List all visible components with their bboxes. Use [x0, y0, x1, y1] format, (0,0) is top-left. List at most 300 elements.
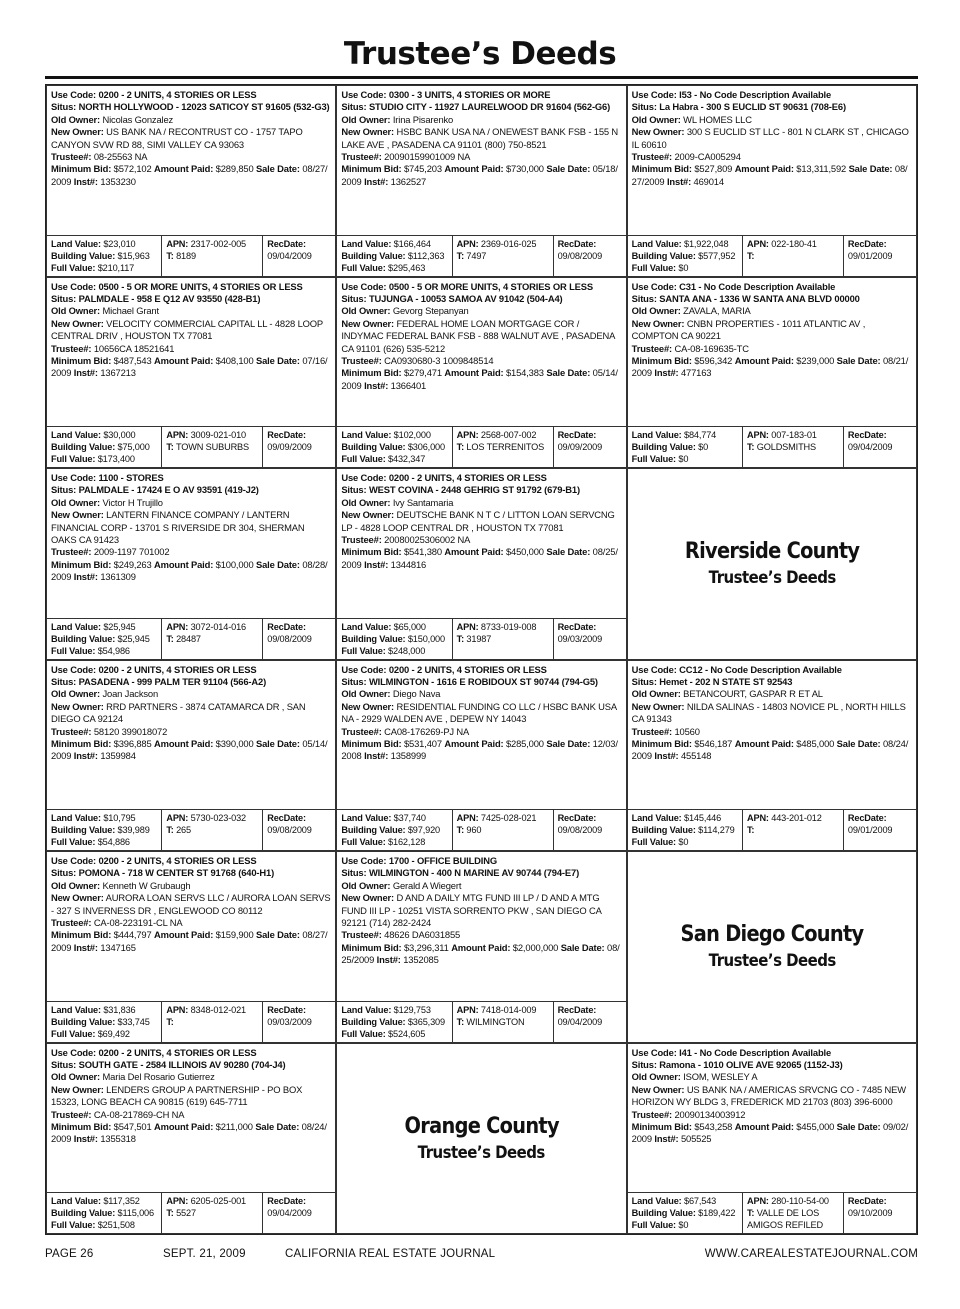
- label-full-value: Full Value:: [631, 454, 676, 464]
- recdate-column: [263, 810, 335, 850]
- label-amount-paid: Amount Paid:: [154, 737, 214, 749]
- label-inst: Inst#:: [364, 558, 389, 570]
- situs-address: WILMINGTON - 1616 E ROBIDOUX ST 90744 (794-G5): [368, 675, 598, 687]
- rec-date: 09/04/2009: [267, 1208, 312, 1218]
- deed-record: [336, 277, 626, 469]
- recdate-column: [844, 427, 916, 467]
- label-use-code: Use Code:: [341, 472, 387, 483]
- new-owner: 300 S EUCLID ST LLC - 801 N CLARK ST , CHICAGO IL 60610: [631, 126, 909, 150]
- label-full-value: Full Value:: [51, 1028, 96, 1039]
- label-use-code: Use Code:: [341, 89, 387, 100]
- use-code: 1700 - OFFICE BUILDING: [388, 855, 497, 866]
- label-amount-paid: Amount Paid:: [154, 1120, 214, 1132]
- trustee-number: 58120 399018072: [93, 725, 168, 737]
- amount-paid: $2,000,000: [512, 941, 559, 953]
- land-value: $1,922,048: [683, 238, 729, 249]
- situs-line: [51, 101, 331, 113]
- record-values: [337, 1001, 625, 1042]
- inst-number: 505525: [680, 1133, 712, 1145]
- full-value: $173,400: [97, 454, 135, 464]
- sale-line: [341, 367, 621, 392]
- deed-record: [627, 277, 917, 469]
- values-column: [628, 236, 743, 276]
- new-owner: RRD PARTNERS - 3874 CATAMARCA DR , SAN DIEGO CA 92124: [51, 700, 306, 725]
- label-sale-date: Sale Date:: [848, 163, 893, 175]
- use-code: 1100 - STORES: [98, 472, 164, 483]
- apn-column: [162, 810, 263, 850]
- apn-column: [743, 427, 844, 467]
- old-owner-line: [341, 880, 621, 892]
- recdate-column: [844, 810, 916, 850]
- label-sale-date: Sale Date:: [546, 737, 591, 749]
- label-inst: Inst#:: [73, 367, 98, 379]
- rec-date: 09/03/2009: [557, 633, 603, 644]
- full-value: $295,463: [388, 262, 426, 273]
- minimum-bid: $541,380: [403, 546, 442, 558]
- tract-name: 5527: [176, 1208, 196, 1218]
- label-t: T:: [746, 250, 755, 261]
- label-inst: Inst#:: [73, 1133, 98, 1145]
- recdate-column: [554, 810, 626, 850]
- label-min-bid: Minimum Bid:: [341, 737, 402, 749]
- tract-name: 7497: [466, 250, 487, 261]
- record-values: [628, 235, 916, 276]
- apn-number: 3009-021-010: [190, 430, 247, 440]
- use-code: C31 - No Code Description Available: [679, 280, 836, 292]
- deed-record: [46, 468, 336, 660]
- use-code: 0200 - 2 UNITS, 4 STORIES OR LESS: [98, 855, 257, 866]
- deed-record: [46, 851, 336, 1043]
- inst-number: 1367213: [100, 367, 136, 379]
- label-building-value: Building Value:: [341, 1016, 406, 1027]
- sale-line: [341, 738, 621, 763]
- situs-line: [632, 676, 912, 688]
- record-details: [628, 1044, 916, 1193]
- apn-column: [453, 427, 554, 467]
- new-owner: D AND A DAILY MTG FUND III LP / D AND A MTG FUND III LP - 10251 VISTA SORRENTO PKW , SAN DIEGO CA 92121 (714) 282-2424: [341, 892, 602, 929]
- use-code: 0200 - 2 UNITS, 4 STORIES OR LESS: [388, 663, 547, 675]
- land-value: $145,446: [683, 813, 722, 823]
- situs-line: [632, 293, 912, 305]
- record-values: [337, 235, 625, 276]
- use-code: 0300 - 3 UNITS, 4 STORIES OR MORE: [388, 89, 551, 100]
- old-owner-line: [632, 688, 912, 700]
- situs-line: [341, 484, 621, 496]
- old-owner-line: [51, 497, 331, 509]
- label-trustee: Trustee#:: [631, 342, 672, 354]
- label-use-code: Use Code:: [51, 855, 97, 866]
- new-owner: AURORA LOAN SERVS LLC / AURORA LOAN SERVS - 327 S INVERNESS DR , ENGLEWOOD CO 80112: [51, 892, 331, 916]
- sale-date: 08/27/ 2009: [51, 163, 328, 187]
- situs-address: TUJUNGA - 10053 SAMOA AV 91042 (504-A4): [368, 292, 563, 304]
- rec-date: 09/03/2009: [267, 1016, 312, 1027]
- label-full-value: Full Value:: [341, 837, 386, 847]
- minimum-bid: $527,809: [694, 163, 733, 175]
- tract-name: WILMINGTON: [466, 1016, 525, 1027]
- label-use-code: Use Code:: [51, 89, 97, 100]
- amount-paid: $390,000: [215, 737, 254, 749]
- tract-name: LOS TERRENITOS: [466, 442, 545, 452]
- inst-number: 1353230: [100, 175, 136, 187]
- label-sale-date: Sale Date:: [256, 354, 300, 366]
- use-code: CC12 - No Code Description Available: [679, 663, 842, 675]
- tract-name: 960: [466, 825, 482, 835]
- recdate-column: [263, 1193, 335, 1233]
- record-values: [628, 426, 916, 467]
- label-land-value: Land Value:: [341, 1004, 392, 1015]
- label-building-value: Building Value:: [51, 442, 116, 452]
- label-amount-paid: Amount Paid:: [154, 929, 214, 941]
- label-inst: Inst#:: [666, 175, 692, 187]
- label-inst: Inst#:: [73, 750, 98, 762]
- building-value: $115,006: [117, 1208, 154, 1218]
- label-inst: Inst#:: [654, 367, 679, 379]
- old-owner: Kenneth W Grubaugh: [102, 879, 191, 891]
- label-building-value: Building Value:: [631, 1208, 696, 1218]
- situs-line: [51, 676, 331, 688]
- old-owner: Diego Nava: [392, 688, 441, 700]
- situs-address: WEST COVINA - 2448 GEHRIG ST 91792 (679-B1): [368, 484, 580, 496]
- label-t: T:: [166, 250, 174, 261]
- label-t: T:: [166, 442, 174, 452]
- label-recdate: RecDate:: [557, 238, 597, 249]
- trustee-number: CA08-176269-PJ NA: [384, 725, 470, 737]
- old-owner-line: [51, 1071, 331, 1083]
- apn-column: [453, 236, 554, 276]
- amount-paid: $455,000: [796, 1120, 835, 1132]
- rec-date: 09/08/2009: [267, 633, 312, 644]
- issue-date: SEPT. 21, 2009: [163, 1248, 246, 1260]
- values-column: [47, 619, 162, 659]
- apn-column: [453, 619, 554, 659]
- building-value: $577,952: [698, 250, 736, 261]
- land-value: $37,740: [393, 813, 426, 823]
- minimum-bid: $3,296,311: [403, 941, 449, 953]
- inst-number: 1344816: [390, 558, 427, 570]
- label-building-value: Building Value:: [51, 825, 116, 835]
- minimum-bid: $596,342: [694, 354, 733, 366]
- old-owner-line: [632, 305, 912, 317]
- label-sale-date: Sale Date:: [255, 1120, 300, 1132]
- use-code-line: [51, 664, 331, 676]
- sale-date: 08/25/ 2009: [341, 546, 618, 570]
- new-owner-line: [341, 892, 621, 929]
- new-owner: NILDA SALINAS - 14803 NOVICE PL , NORTH HILLS CA 91343: [631, 700, 906, 725]
- use-code-line: [632, 89, 912, 101]
- record-details: [47, 852, 335, 1001]
- label-sale-date: Sale Date:: [256, 737, 300, 749]
- sale-line: [51, 163, 331, 188]
- label-building-value: Building Value:: [341, 633, 406, 644]
- page-title: Trustee’s Deeds: [343, 36, 617, 72]
- sale-date: 12/03/ 2008: [341, 737, 618, 762]
- label-amount-paid: Amount Paid:: [734, 163, 794, 175]
- label-old-owner: Old Owner:: [631, 305, 681, 317]
- label-apn: APN:: [456, 813, 479, 823]
- label-sale-date: Sale Date:: [836, 354, 881, 366]
- county-name: Riverside County: [684, 539, 860, 565]
- label-building-value: Building Value:: [341, 250, 406, 261]
- label-t: T:: [456, 1016, 465, 1027]
- apn-number: 280-110-54-00: [771, 1196, 829, 1206]
- amount-paid: $285,000: [505, 737, 544, 749]
- label-t: T:: [166, 633, 174, 644]
- apn-column: [162, 619, 263, 659]
- record-values: [337, 618, 625, 659]
- label-old-owner: Old Owner:: [341, 113, 391, 125]
- situs-line: [341, 293, 621, 305]
- label-trustee: Trustee#:: [51, 1108, 92, 1120]
- label-recdate: RecDate:: [847, 430, 887, 440]
- label-apn: APN:: [166, 1196, 189, 1206]
- record-values: [47, 426, 335, 467]
- label-t: T:: [456, 633, 465, 644]
- values-column: [337, 427, 452, 467]
- page-number: PAGE 26: [45, 1248, 94, 1260]
- building-value: $0: [698, 442, 709, 452]
- amount-paid: $211,000: [215, 1120, 253, 1132]
- label-building-value: Building Value:: [51, 1208, 116, 1218]
- label-trustee: Trustee#:: [631, 1108, 672, 1120]
- situs-address: La Habra - 300 S EUCLID ST 90631 (708-E6): [659, 101, 846, 113]
- label-old-owner: Old Owner:: [341, 496, 391, 508]
- apn-number: 2568-007-002: [480, 430, 537, 440]
- situs-line: [632, 101, 912, 113]
- county-heading: [628, 469, 916, 659]
- use-code: 0200 - 2 UNITS, 4 STORIES OR LESS: [388, 472, 547, 483]
- label-t: T:: [166, 825, 174, 835]
- label-situs: Situs:: [51, 675, 77, 687]
- label-trustee: Trustee#:: [631, 151, 672, 163]
- building-value: $114,279: [698, 825, 735, 835]
- record-details: [47, 469, 335, 618]
- tract-name: TOWN SUBURBS: [175, 442, 250, 452]
- trustee-line: [632, 726, 912, 738]
- apn-number: 3072-014-016: [190, 621, 247, 632]
- minimum-bid: $531,407: [403, 737, 442, 749]
- sale-line: [51, 929, 331, 954]
- label-situs: Situs:: [631, 675, 657, 687]
- apn-number: 022-180-41: [771, 238, 817, 249]
- situs-line: [341, 867, 621, 879]
- label-sale-date: Sale Date:: [546, 367, 591, 379]
- use-code-line: [341, 281, 621, 293]
- deed-record: [46, 277, 336, 469]
- label-situs: Situs:: [341, 292, 367, 304]
- use-code-line: [632, 664, 912, 676]
- tract-name: GOLDSMITHS: [756, 442, 816, 452]
- label-trustee: Trustee#:: [341, 151, 382, 163]
- label-building-value: Building Value:: [631, 250, 696, 261]
- amount-paid: $730,000: [505, 163, 544, 175]
- label-sale-date: Sale Date:: [546, 546, 591, 558]
- trustee-line: [51, 917, 331, 929]
- label-old-owner: Old Owner:: [631, 113, 681, 125]
- label-recdate: RecDate:: [267, 1004, 306, 1015]
- apn-number: 7418-014-009: [480, 1004, 537, 1015]
- sale-line: [51, 559, 331, 584]
- label-new-owner: New Owner:: [341, 509, 395, 521]
- label-use-code: Use Code:: [631, 1046, 677, 1058]
- situs-address: PALMDALE - 958 E Q12 AV 93550 (428-B1): [78, 292, 261, 304]
- label-apn: APN:: [456, 621, 479, 632]
- label-new-owner: New Owner:: [51, 1083, 104, 1095]
- label-old-owner: Old Owner:: [51, 113, 101, 125]
- label-old-owner: Old Owner:: [631, 1071, 681, 1083]
- deed-record: [46, 1043, 336, 1235]
- values-column: [337, 236, 452, 276]
- label-sale-date: Sale Date:: [256, 163, 300, 175]
- county-subtitle: Trustee’s Deeds: [708, 568, 836, 589]
- label-building-value: Building Value:: [51, 1016, 116, 1027]
- label-amount-paid: Amount Paid:: [154, 163, 214, 175]
- label-land-value: Land Value:: [51, 1004, 101, 1015]
- new-owner-line: [632, 126, 912, 151]
- label-situs: Situs:: [341, 675, 367, 687]
- label-amount-paid: Amount Paid:: [444, 367, 504, 379]
- label-full-value: Full Value:: [631, 262, 676, 273]
- label-full-value: Full Value:: [341, 454, 386, 464]
- label-old-owner: Old Owner:: [341, 688, 391, 700]
- record-values: [628, 1192, 916, 1233]
- situs-address: Hemet - 202 N STATE ST 92543: [659, 675, 793, 687]
- use-code: 0200 - 2 UNITS, 4 STORIES OR LESS: [98, 663, 257, 675]
- label-apn: APN:: [746, 430, 769, 440]
- apn-number: 5730-023-032: [190, 813, 247, 823]
- apn-column: [162, 236, 263, 276]
- label-recdate: RecDate:: [267, 238, 306, 249]
- label-new-owner: New Owner:: [631, 1083, 685, 1095]
- label-old-owner: Old Owner:: [51, 1071, 101, 1083]
- use-code-line: [341, 89, 621, 101]
- label-apn: APN:: [456, 1004, 479, 1015]
- label-recdate: RecDate:: [557, 430, 597, 440]
- values-column: [47, 1193, 162, 1233]
- label-amount-paid: Amount Paid:: [444, 737, 504, 749]
- deed-record: [336, 85, 626, 277]
- rec-date: 09/01/2009: [847, 250, 893, 261]
- building-value: $39,989: [117, 825, 150, 835]
- label-land-value: Land Value:: [341, 813, 392, 823]
- new-owner: RESIDENTIAL FUNDING CO LLC / HSBC BANK USA NA - 2929 WALDEN AVE , DEPEW NY 14043: [341, 700, 617, 725]
- label-new-owner: New Owner:: [631, 700, 685, 712]
- apn-number: 7425-028-021: [480, 813, 537, 823]
- use-code: 0500 - 5 OR MORE UNITS, 4 STORIES OR LESS: [98, 280, 303, 292]
- label-new-owner: New Owner:: [341, 700, 395, 712]
- old-owner-line: [51, 305, 331, 317]
- use-code-line: [51, 472, 331, 484]
- record-details: [47, 1044, 335, 1193]
- trustee-number: CA0930680-3 1009848514: [384, 354, 494, 366]
- situs-address: PASADENA - 999 PALM TER 91104 (566-A2): [78, 675, 267, 687]
- situs-line: [632, 1059, 912, 1071]
- apn-column: [453, 810, 554, 850]
- rec-date: 09/01/2009: [847, 825, 893, 835]
- tract-name: 28487: [176, 633, 201, 644]
- building-value: $75,000: [117, 442, 150, 452]
- situs-line: [51, 293, 331, 305]
- sale-date: 07/16/ 2009: [51, 354, 328, 379]
- minimum-bid: $249,263: [113, 558, 152, 570]
- situs-line: [341, 676, 621, 688]
- record-details: [337, 661, 625, 810]
- label-old-owner: Old Owner:: [341, 879, 391, 891]
- apn-column: [162, 1193, 263, 1233]
- record-details: [47, 661, 335, 810]
- new-owner: VELOCITY COMMERCIAL CAPITAL LL - 4828 LOOP CENTRAL DRIV , HOUSTON TX 77081: [51, 317, 323, 342]
- label-inst: Inst#:: [73, 571, 98, 583]
- apn-column: [453, 1002, 554, 1042]
- land-value: $129,753: [393, 1004, 431, 1015]
- county-heading: [337, 1044, 625, 1234]
- label-full-value: Full Value:: [51, 837, 96, 847]
- sale-line: [632, 1121, 912, 1146]
- record-details: [337, 278, 625, 427]
- label-old-owner: Old Owner:: [51, 496, 101, 508]
- label-full-value: Full Value:: [341, 1028, 386, 1039]
- tract-name: 31987: [466, 633, 492, 644]
- county-subtitle: Trustee’s Deeds: [708, 951, 836, 972]
- use-code-line: [632, 1047, 912, 1059]
- new-owner-line: [51, 318, 331, 343]
- land-value: $67,543: [683, 1196, 717, 1206]
- new-owner: US BANK NA / RECONTRUST CO - 1757 TAPO CANYON SVW RD 88, SIMI VALLEY CA 93063: [51, 126, 303, 150]
- deed-record: [336, 468, 626, 660]
- use-code-line: [632, 281, 912, 293]
- trustee-number: CA-08-169635-TC: [674, 342, 749, 354]
- label-t: T:: [456, 442, 465, 452]
- full-value: $251,508: [97, 1220, 135, 1230]
- label-amount-paid: Amount Paid:: [451, 941, 511, 953]
- situs-line: [51, 484, 331, 496]
- deed-record: [627, 660, 917, 852]
- sale-date: 05/14/ 2009: [51, 737, 328, 762]
- land-value: $23,010: [103, 238, 136, 249]
- situs-address: NORTH HOLLYWOOD - 12023 SATICOY ST 91605 (532-G3): [78, 101, 330, 113]
- rec-date: 09/04/2009: [557, 1016, 603, 1027]
- label-situs: Situs:: [51, 1058, 77, 1070]
- apn-column: [162, 1002, 263, 1042]
- trustee-number: 10560: [674, 725, 700, 737]
- label-land-value: Land Value:: [51, 430, 101, 440]
- label-trustee: Trustee#:: [51, 151, 92, 163]
- label-amount-paid: Amount Paid:: [154, 558, 214, 570]
- label-new-owner: New Owner:: [51, 700, 104, 712]
- label-building-value: Building Value:: [51, 250, 116, 261]
- new-owner-line: [51, 701, 331, 726]
- sale-date: 08/24/ 2009: [51, 1120, 327, 1145]
- land-value: $25,945: [103, 621, 136, 632]
- new-owner-line: [632, 701, 912, 726]
- record-values: [47, 1192, 335, 1233]
- new-owner: FEDERAL HOME LOAN MORTGAGE COR / INDYMAC FEDERAL BANK FSB - 888 WALNUT AVE , PASADENA CA 91101 (626) 535-5212: [341, 317, 615, 354]
- label-t: T:: [746, 442, 755, 452]
- label-old-owner: Old Owner:: [341, 305, 391, 317]
- use-code-line: [51, 855, 331, 867]
- use-code: 0200 - 2 UNITS, 4 STORIES OR LESS: [98, 1046, 257, 1058]
- apn-column: [743, 1193, 844, 1233]
- minimum-bid: $572,102: [113, 163, 152, 175]
- label-situs: Situs:: [51, 484, 77, 496]
- old-owner: Nicolas Gonzalez: [102, 113, 174, 125]
- building-value: $15,963: [117, 250, 150, 261]
- full-value: $0: [678, 454, 689, 464]
- building-value: $25,945: [117, 633, 150, 644]
- sale-line: [632, 163, 912, 188]
- rec-date: 09/04/2009: [267, 250, 312, 261]
- old-owner: Maria Del Rosario Gutierrez: [102, 1071, 215, 1083]
- label-min-bid: Minimum Bid:: [51, 354, 112, 366]
